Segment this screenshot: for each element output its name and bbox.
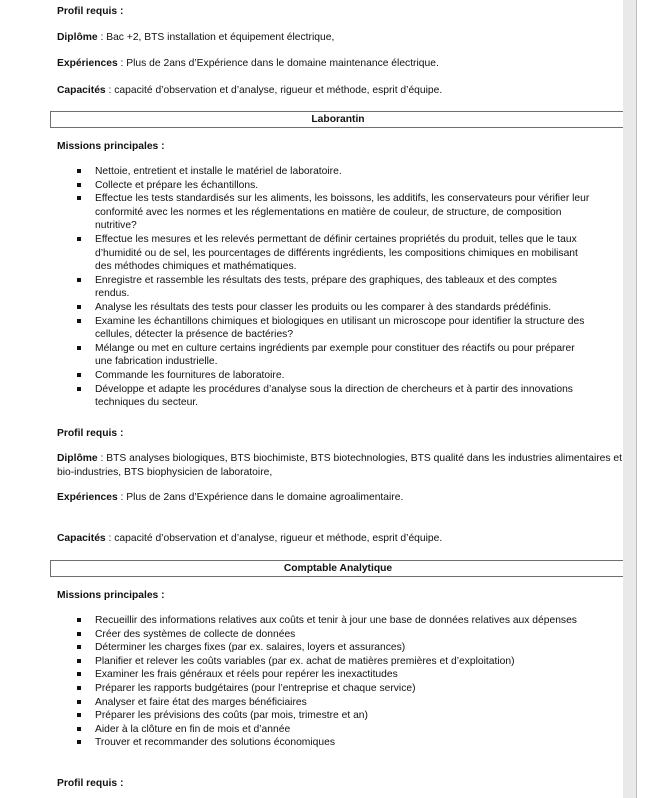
mission-item [57, 369, 592, 383]
scrollbar-track[interactable] [623, 0, 636, 798]
mission-item [57, 383, 592, 410]
mission-text: Préparer les prévisions des coûts (par mois, trimestre et an) [95, 710, 368, 722]
diplome-line: Diplôme : BTS analyses biologiques, BTS biochimiste, BTS biotechnologies, BTS qualité dans les industries alimentaires et bio-industries, BTS biophysicien de laboratoire, [57, 453, 622, 478]
bullet-icon [77, 632, 81, 636]
mission-item [57, 165, 592, 179]
missions-heading: Missions principales : [57, 590, 165, 601]
diplome-line: Diplôme : Bac +2, BTS installation et équipement électrique, [57, 32, 335, 43]
mission-item [57, 655, 592, 669]
mission-text: Développe et adapte les procédures d’analyse sous la direction de chercheurs et à partir des innovations techniques du secteur. [95, 383, 573, 409]
mission-item [57, 668, 592, 682]
mission-text: Nettoie, entretient et installe le matériel de laboratoire. [95, 166, 342, 177]
bullet-icon [77, 727, 81, 731]
mission-item [57, 682, 592, 696]
mission-item [57, 301, 592, 315]
bullet-icon [77, 319, 81, 323]
bullet-icon [77, 686, 81, 690]
bullet-icon [77, 659, 81, 663]
mission-item [57, 696, 592, 710]
experiences-line: Expériences : Plus de 2ans d’Expérience dans le domaine maintenance électrique. [57, 58, 439, 69]
missions-list-comptable [57, 614, 592, 750]
mission-text: Aider à la clôture en fin de mois et d’année [95, 723, 291, 735]
capacites-line: Capacités : capacité d’observation et d’analyse, rigueur et méthode, esprit d’équipe. [57, 85, 443, 96]
profile-heading: Profil requis : [57, 6, 124, 17]
mission-text: Trouver et recommander des solutions économiques [95, 737, 335, 749]
mission-item [57, 641, 592, 655]
bullet-icon [77, 713, 81, 717]
mission-text: Examiner les frais généraux et réels pour repérer les inexactitudes [95, 669, 398, 681]
mission-item [57, 192, 592, 233]
mission-text: Déterminer les charges fixes (par ex. salaires, loyers et assurances) [95, 642, 406, 654]
mission-item [57, 342, 592, 369]
mission-item [57, 709, 592, 723]
mission-item [57, 315, 592, 342]
bullet-icon [77, 237, 81, 241]
mission-text: Effectue les tests standardisés sur les aliments, les boissons, les additifs, les conservateurs pour vérifier leur conformité avec les normes et les réglementations en matière de couleur, de structure, de composition nutritive? [95, 193, 590, 232]
mission-text: Créer des systèmes de collecte de données [95, 628, 296, 640]
profile-heading: Profil requis : [57, 428, 124, 439]
bullet-icon [77, 305, 81, 309]
mission-text: Commande les fournitures de laboratoire. [95, 369, 285, 381]
bullet-icon [77, 672, 81, 676]
bullet-icon [77, 387, 81, 391]
missions-heading: Missions principales : [57, 141, 165, 152]
mission-text: Collecte et prépare les échantillons. [95, 179, 259, 191]
bullet-icon [77, 618, 81, 622]
bullet-icon [77, 169, 81, 173]
mission-item [57, 723, 592, 737]
mission-text: Examine les échantillons chimiques et biologiques en utilisant un microscope pour identifier la structure des cellules, détecter la présence de bactéries? [95, 315, 585, 341]
mission-item [57, 274, 592, 301]
bullet-icon [77, 196, 81, 200]
mission-text: Planifier et relever les coûts variables (par ex. achat de matières premières et d’exploitation) [95, 655, 515, 667]
mission-item [57, 628, 592, 642]
mission-item [57, 233, 592, 274]
profile-heading: Profil requis : [57, 778, 124, 789]
section-header-laborantin: Laborantin [50, 111, 626, 128]
missions-list-laborantin [57, 165, 592, 410]
mission-text: Analyse les résultats des tests pour classer les produits ou les comparer à des standards prédéfinis. [95, 301, 552, 313]
bullet-icon [77, 700, 81, 704]
experiences-line: Expériences : Plus de 2ans d’Expérience dans le domaine agroalimentaire. [57, 492, 404, 503]
mission-text: Recueillir des informations relatives aux coûts et tenir à jour une base de données relatives aux dépenses [95, 615, 577, 626]
capacites-line: Capacités : capacité d’observation et d’analyse, rigueur et méthode, esprit d’équipe. [57, 533, 443, 544]
mission-item [57, 736, 592, 750]
mission-text: Enregistre et rassemble les résultats des tests, prépare des graphiques, des tableaux et des comptes rendus. [95, 274, 557, 300]
section-header-comptable: Comptable Analytique [50, 560, 626, 577]
mission-text: Effectue les mesures et les relevés permettant de définir certaines propriétés du produit, telles que le taux d’humidité ou de sel, les pourcentages de différents ingrédients, les compositions chimiques en mobilisant des méthodes chimiques et mathématiques. [95, 233, 578, 273]
mission-item [57, 179, 592, 193]
bullet-icon [77, 740, 81, 744]
bullet-icon [77, 278, 81, 282]
mission-text: Préparer les rapports budgétaires (pour l’entreprise et chaque service) [95, 682, 416, 694]
bullet-icon [77, 346, 81, 350]
mission-item [57, 614, 592, 628]
bullet-icon [77, 645, 81, 649]
bullet-icon [77, 373, 81, 377]
bullet-icon [77, 183, 81, 187]
mission-text: Analyser et faire état des marges bénéficiaires [95, 696, 307, 708]
mission-text: Mélange ou met en culture certains ingrédients par exemple pour constituer des réactifs ou pour préparer une fabrication industrielle. [95, 342, 575, 368]
